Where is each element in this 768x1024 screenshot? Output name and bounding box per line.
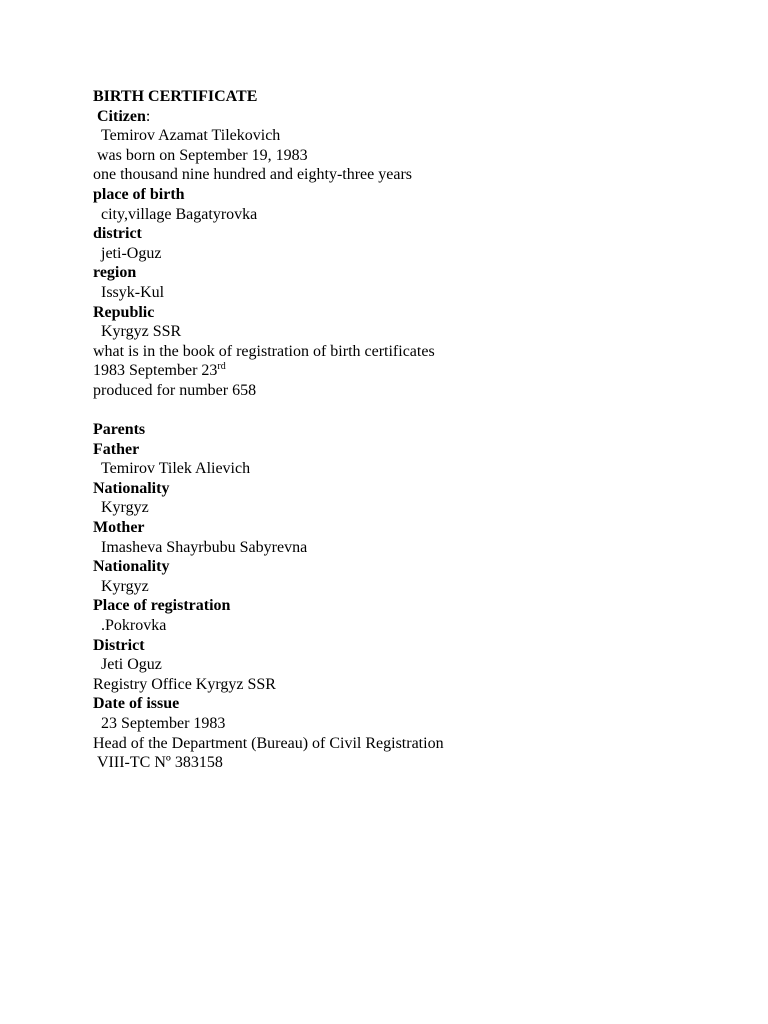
registration-book-text: what is in the book of registration of birth certificates <box>93 342 435 360</box>
record-date <box>93 361 733 381</box>
record-number: produced for number 658 <box>93 381 257 399</box>
citizen-name: Temirov Azamat Tilekovich <box>101 127 281 145</box>
record-date-main: 1983 September 23 <box>93 362 218 380</box>
section-spacer <box>93 401 733 421</box>
document-title: BIRTH CERTIFICATE <box>93 88 258 105</box>
district-value: jeti-Oguz <box>101 244 162 262</box>
mother-nationality: Kyrgyz <box>101 577 149 595</box>
place-of-registration-label: Place of registration <box>93 597 231 615</box>
date-of-issue-label: Date of issue <box>93 695 180 713</box>
birth-certificate-document <box>93 87 733 773</box>
registration-district-value: Jeti Oguz <box>101 656 162 674</box>
mother-name: Imasheva Shayrbubu Sabyrevna <box>101 538 308 556</box>
citizen-label-line <box>93 107 733 127</box>
mother-label: Mother <box>93 519 145 537</box>
parents-heading: Parents <box>93 421 146 439</box>
mother-nationality-label: Nationality <box>93 558 170 576</box>
region-label: region <box>93 264 137 282</box>
citizen-colon: : <box>145 107 151 125</box>
father-name: Temirov Tilek Alievich <box>101 460 251 478</box>
head-of-department-text: Head of the Department (Bureau) of Civil Registration <box>93 734 444 752</box>
place-of-birth-value: city,village Bagatyrovka <box>101 205 258 223</box>
republic-label: Republic <box>93 303 155 321</box>
registration-district-label: District <box>93 636 145 654</box>
place-of-registration-value: .Pokrovka <box>101 617 167 635</box>
date-of-issue-value: 23 September 1983 <box>101 715 226 732</box>
record-date-suffix: rd <box>217 361 226 373</box>
registry-office: Registry Office Kyrgyz SSR <box>93 675 276 693</box>
republic-value: Kyrgyz SSR <box>101 323 182 341</box>
father-nationality: Kyrgyz <box>101 499 149 517</box>
born-on-text: was born on September 19, 1983 <box>97 146 308 164</box>
place-of-birth-label: place of birth <box>93 185 185 203</box>
father-label: Father <box>93 440 140 458</box>
region-value: Issyk-Kul <box>101 283 165 301</box>
born-year-words: one thousand nine hundred and eighty-three years <box>93 166 413 184</box>
citizen-label: Citizen <box>97 107 146 125</box>
certificate-serial-number: VIII-TC Nº 383158 <box>97 754 223 772</box>
district-label: district <box>93 225 142 243</box>
father-nationality-label: Nationality <box>93 479 170 497</box>
